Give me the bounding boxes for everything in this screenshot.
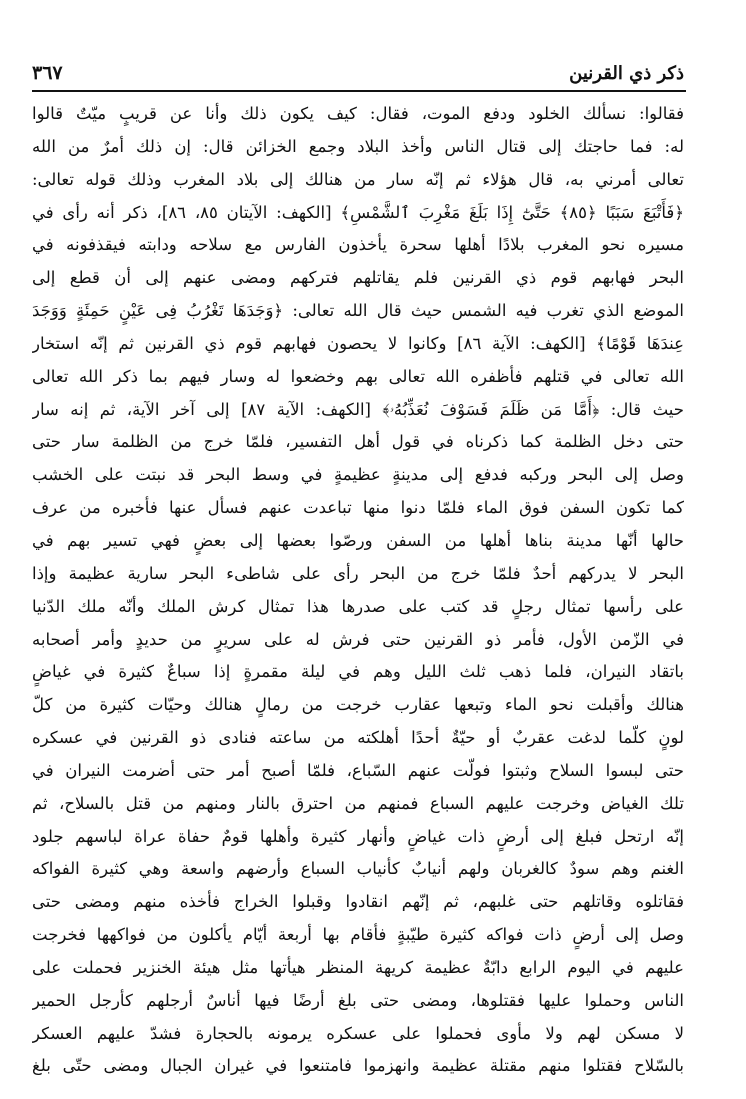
text-line: عليهم في اليوم الرابع دابّةٌ عظيمة كريهة المنظر هيأتها مثل هيئة الخنزير فحملت على [32, 957, 684, 977]
text-line: ﴿فَأَتْبَعَ سَبَبًا ﴿٨٥﴾ حَتَّىٰٓ إِذَا بَلَغَ مَغْرِبَ ٱلشَّمْسِ﴾ [الكهف: الآيتان ٨٥، ٨٦]، ذكر أنه رأى في [32, 202, 684, 222]
text-line: عِندَهَا قَوْمًا﴾ [الكهف: الآية ٨٦] وكانوا لا يحصون فهابهم قوم ذي القرنين ثم إنّه استخار [32, 333, 684, 353]
text-line: هنالك وأقبلت نحو الماء وتبعها عقارب خرجت من رمالٍ هنالك وحيّات كثيرة من كلّ [32, 695, 684, 715]
text-line: البحر فهابهم قوم ذي القرنين فلم يقاتلهم فتركهم ومضى عنهم إلى أن قطع إلى [32, 268, 684, 288]
text-line: تلك الغياض وخرجت عليهم السباع فمنهم من احترق بالنار ومنهم من قتل بالسلاح، ثم [32, 793, 684, 813]
running-title: ذكر ذي القرنين [569, 62, 684, 84]
text-line: الغنم وهم سودٌ كالغربان ولهم أنيابٌ كأنياب السباع وأرضهم واسعة وهي كثيرة الفواكه [32, 859, 684, 879]
text-line: على رأسها تمثال رجلٍ قد كتب على صدرها هذا تمثال كرش الملك وأنّه ملك الدّنيا [32, 596, 684, 616]
text-line: الناس وحملوا عليها فقتلوها، ومضى حتى بلغ أرضًا فيها أناسٌ أرجلهم كأرجل الحمير [32, 990, 684, 1010]
text-line: لا مسكن لهم ولا مأوى فحملوا على عسكره يرمونه بالحجارة فشدّ عليهم العسكر [32, 1023, 684, 1043]
text-line: فقاتلوه وقاتلهم حتى غلبهم، ثم إنّهم انقادوا وقبلوا الخراج فأخذه منهم ومضى حتى [32, 892, 684, 912]
page-header [32, 58, 684, 88]
text-line: حتى دخل الظلمة كما ذكرناه في قول أهل التفسير، فلمّا خرج من الظلمة سار حتى [32, 432, 684, 452]
text-line: الله تعالى في قتلهم فأظفره الله تعالى بهم وخضعوا له وسار فيهم بما ذكر الله تعالى [32, 366, 684, 386]
text-line: البحر لا يدركهم أحدٌ فلمّا خرج من البحر رأى على شاطىء البحر سارية عظيمة وإذا [32, 563, 684, 583]
text-line: باتقاد النيران، فلما ذهب ثلث الليل وهم في ليلة مقمرةٍ إذا سباعٌ كثيرة في غياضٍ [32, 662, 684, 682]
text-line: له: فما حاجتك إلى قتال الناس وأخذ البلاد وجمع الخزائن قال: إن ذلك أمرٌ من الله [32, 136, 684, 156]
body-text [32, 98, 684, 1083]
text-line: إنّه ارتحل فبلغ إلى أرضٍ ذات غياضٍ وأنهار كثيرة وأهلها قومٌ حفاة عراة لباسهم جلود [32, 826, 684, 846]
text-line: وصل إلى أرضٍ ذات فواكه كثيرة طيّبةٍ فأقام بها أربعة أيّام يأكلون من فواكهها فخرجت [32, 925, 684, 945]
text-line: الموضع الذي تغرب فيه الشمس حيث قال الله تعالى: ﴿وَجَدَهَا تَغْرُبُ فِى عَيْنٍ حَمِئَةٍ وَوَجَدَ [32, 301, 684, 321]
header-divider [32, 90, 686, 92]
page-number: ٣٦٧ [32, 62, 63, 84]
text-line: تعالى أمرني به، قال هؤلاء ثم إنّه سار من هنالك إلى بلاد المغرب وذلك قوله تعالى: [32, 169, 684, 189]
text-line: كما تكون السفن فوق الماء فلمّا دنوا منها تباعدت عنهم فسأل عنها فأخبره من عرف [32, 498, 684, 518]
text-line: مسيره نحو المغرب بلادًا أهلها سحرة يأخذون الفارس مع سلاحه ودابته فيقذفونه في [32, 235, 684, 255]
text-line: بالسّلاح فقتلوا منهم مقتلة عظيمة وانهزموا فامتنعوا في غيران الجبال ومضى حتّى بلغ [32, 1056, 684, 1076]
text-line: حتى لبسوا السلاح وثبتوا فولّت عنهم السّباع، فلمّا أصبح أمر حتى أضرمت النيران في [32, 760, 684, 780]
text-line: وصل إلى البحر وركبه فدفع إلى مدينةٍ عظيمةٍ في وسط البحر قد نبتت على الخشب [32, 465, 684, 485]
text-line: فقالوا: نسألك الخلود ودفع الموت، فقال: كيف يكون ذلك وأنا عن قريبٍ ميّتٌ قالوا [32, 104, 684, 123]
text-line: حالها أنّها مدينة بناها أهلها من السفن ورصّوا بعضها إلى بعضٍ فهي تسير بهم في [32, 530, 684, 550]
text-line: حيث قال: ﴿أَمَّا مَن ظَلَمَ فَسَوْفَ نُعَذِّبُهُۥ﴾ [الكهف: الآية ٨٧] إلى آخر الآية، ثم إنه سار [32, 399, 684, 419]
text-line: لونٍ كلّما لدغت عقربٌ أو حيّةٌ أحدًا أهلكته من ساعته فنادى ذو القرنين في عسكره [32, 728, 684, 748]
text-line: في الزّمن الأول، فأمر ذو القرنين حتى فرش له على سريرٍ من حديدٍ وأمر أصحابه [32, 629, 684, 649]
